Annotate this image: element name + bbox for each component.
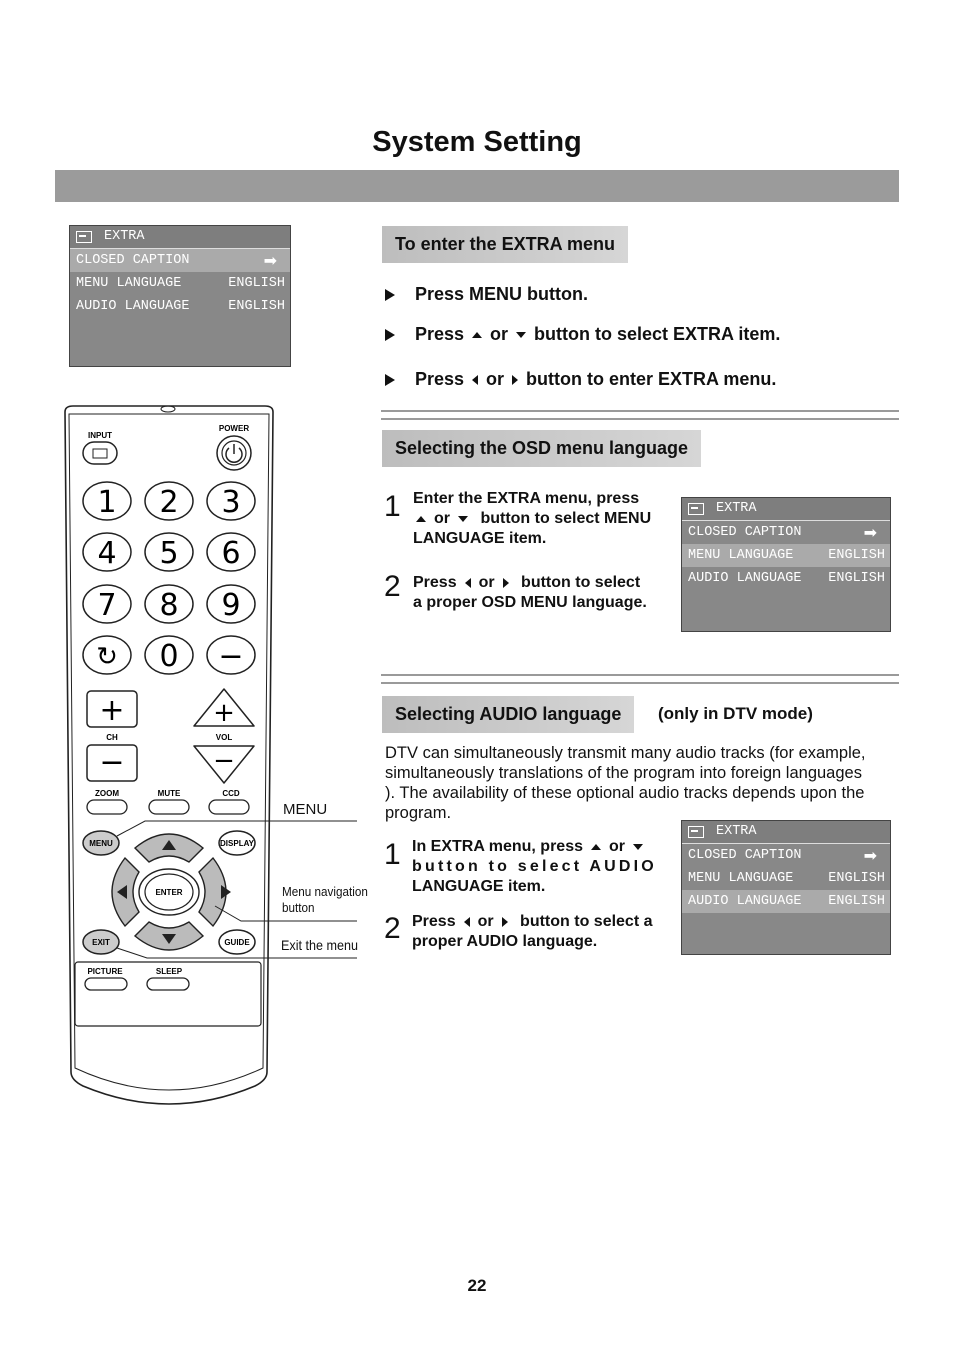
plus-icon: +: [99, 693, 125, 728]
bullet-arrow-icon: [385, 329, 395, 341]
osd-row-menu-language: MENU LANGUAGE ENGLISH: [688, 871, 885, 886]
osd-row-closed-caption: CLOSED CAPTION ➡: [688, 846, 877, 865]
left-arrow-icon: [472, 375, 478, 385]
digit-5: 5: [159, 536, 179, 571]
svg-text:EXIT: EXIT: [92, 938, 110, 947]
digit-6: 6: [221, 536, 241, 571]
input-label: INPUT: [88, 431, 112, 440]
digit-2: 2: [159, 485, 179, 520]
plus-icon: +: [213, 698, 235, 728]
page-title: System Setting: [372, 126, 582, 158]
callout-navigation: Menu navigation button: [282, 884, 368, 915]
input-button: [83, 442, 117, 464]
minus-icon: −: [213, 746, 235, 776]
osd-menu-language: EXTRA CLOSED CAPTION ➡ MENU LANGUAGE ENGLISH AUDIO LANGUAGE ENGLISH: [681, 497, 891, 632]
svg-text:DISPLAY: DISPLAY: [220, 839, 254, 848]
power-label: POWER: [218, 424, 250, 433]
right-arrow-icon: ➡: [263, 251, 277, 270]
digit-0: 0: [159, 639, 179, 674]
audio-paragraph: DTV can simultaneously transmit many audio tracks (for example, simultaneously translations of the program into foreign languages ). The availability of these optional audio tracks depends upon the program.: [385, 744, 866, 822]
minus-icon: −: [99, 745, 125, 780]
svg-text:MENU: MENU: [89, 839, 113, 848]
bullet-arrow-icon: [385, 374, 395, 386]
ccd-button: [209, 800, 249, 814]
step-number: 1: [384, 490, 401, 523]
remote-control: [55, 400, 367, 1130]
step-number: 2: [384, 570, 401, 603]
osd-row-audio-language: AUDIO LANGUAGE ENGLISH: [682, 890, 890, 913]
mute-label: MUTE: [157, 789, 181, 798]
right-arrow-icon: ➡: [863, 846, 877, 865]
osd-row-closed-caption: CLOSED CAPTION ➡: [688, 523, 877, 542]
osd-row-audio-language: AUDIO LANGUAGE ENGLISH: [76, 299, 285, 314]
enter-label: ENTER: [155, 888, 183, 897]
mute-button: [149, 800, 189, 814]
osd-row-audio-language: AUDIO LANGUAGE ENGLISH: [688, 571, 885, 586]
sleep-button: [147, 978, 189, 990]
left-arrow-icon: [464, 917, 470, 927]
right-arrow-icon: [503, 578, 509, 588]
up-arrow-icon: [416, 516, 426, 522]
down-arrow-icon: [633, 844, 643, 850]
divider: [381, 410, 899, 420]
vol-label: VOL: [215, 733, 233, 742]
osd-header: EXTRA: [70, 226, 290, 249]
extra-icon: [688, 826, 704, 838]
down-arrow-icon: [516, 332, 526, 338]
extra-icon: [688, 503, 704, 515]
callout-menu: MENU: [283, 801, 328, 818]
title-bar: [55, 170, 899, 202]
step-number: 1: [384, 838, 401, 871]
bullet-1: Press MENU button.: [385, 284, 588, 305]
up-arrow-icon: [591, 844, 601, 850]
dash-button: −: [218, 639, 244, 674]
osd-row-menu-language: MENU LANGUAGE ENGLISH: [682, 544, 890, 567]
step-text: Enter the EXTRA menu, press or button to select MENU LANGUAGE item.: [413, 490, 652, 547]
osd-row-closed-caption: CLOSED CAPTION ➡: [70, 249, 290, 272]
up-arrow-icon: [472, 332, 482, 338]
right-arrow-icon: [502, 917, 508, 927]
bullet-arrow-icon: [385, 289, 395, 301]
ch-label: CH: [106, 733, 118, 742]
section-heading-audio-language: Selecting AUDIO language: [382, 696, 634, 733]
step-text: Press or button to select a proper OSD MENU language.: [413, 574, 647, 611]
extra-icon: [76, 231, 92, 243]
step-number: 2: [384, 912, 401, 945]
bullet-3: Press or button to enter EXTRA menu.: [385, 369, 776, 390]
section-heading-enter-extra: To enter the EXTRA menu: [382, 226, 628, 263]
left-arrow-icon: [465, 578, 471, 588]
down-arrow-icon: [458, 516, 468, 522]
bullet-2: Press or button to select EXTRA item.: [385, 324, 780, 345]
right-arrow-icon: ➡: [863, 523, 877, 542]
digit-7: 7: [97, 588, 117, 623]
callout-exit: Exit the menu: [281, 937, 359, 953]
section-heading-osd-language: Selecting the OSD menu language: [382, 430, 701, 467]
page-number: 22: [467, 1276, 487, 1295]
osd-audio-language: EXTRA CLOSED CAPTION ➡ MENU LANGUAGE ENGLISH AUDIO LANGUAGE ENGLISH: [681, 820, 891, 955]
sleep-label: SLEEP: [155, 967, 183, 976]
picture-label: PICTURE: [87, 967, 123, 976]
digit-8: 8: [159, 588, 179, 623]
osd-row-menu-language: MENU LANGUAGE ENGLISH: [76, 276, 285, 291]
digit-9: 9: [221, 588, 241, 623]
recall-icon: ↻: [96, 642, 118, 672]
step-text: Press or button to select a proper AUDIO language.: [412, 913, 653, 950]
divider: [381, 674, 899, 684]
dtv-note: (only in DTV mode): [658, 704, 813, 723]
zoom-label: ZOOM: [95, 789, 119, 798]
digit-1: 1: [97, 485, 117, 520]
digit-3: 3: [221, 485, 241, 520]
right-arrow-icon: [512, 375, 518, 385]
ccd-label: CCD: [222, 789, 240, 798]
osd-extra-menu: [69, 225, 291, 367]
digit-4: 4: [97, 536, 117, 571]
picture-button: [85, 978, 127, 990]
step-text: In EXTRA menu, press or button to select AUDIO LANGUAGE item.: [412, 838, 657, 895]
svg-text:GUIDE: GUIDE: [224, 938, 250, 947]
zoom-button: [87, 800, 127, 814]
